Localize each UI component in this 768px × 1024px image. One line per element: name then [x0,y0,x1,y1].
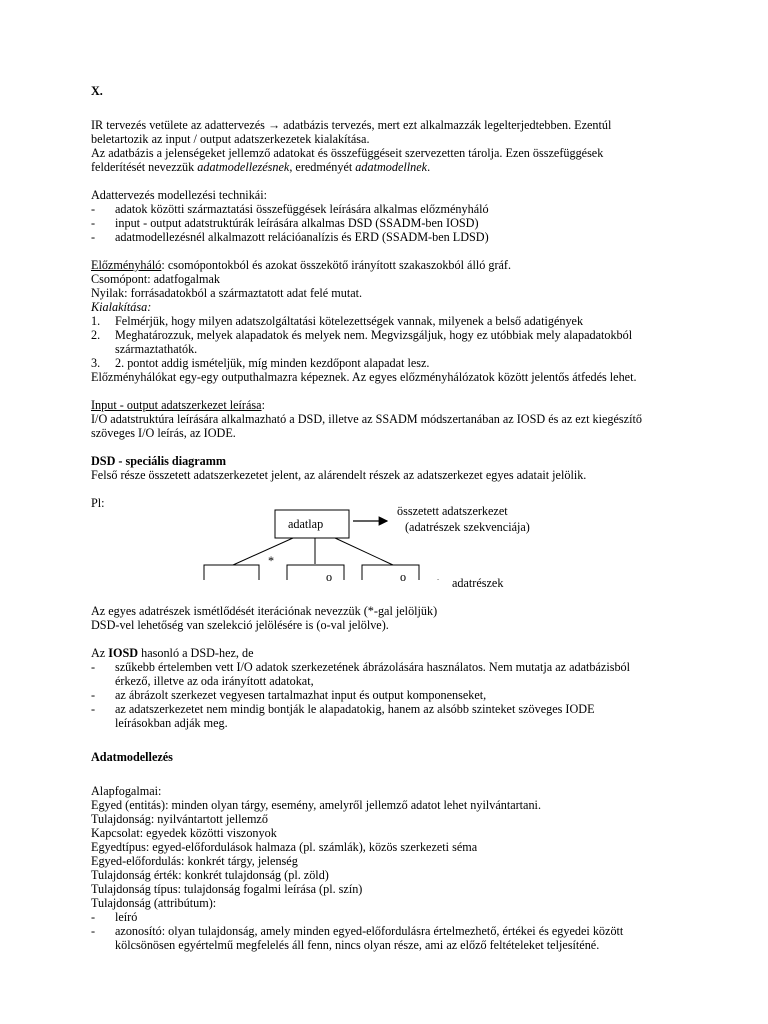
datamodel-basics: Alapfogalmai: [91,784,162,798]
io-line: I/O adatstruktúra leírására alkalmazható a DSD, illetve az SSADM módszertanában az IOSD és az ezt kiegészítő [91,412,642,426]
list-item: - azonosító: olyan tulajdonság, amely minden egyed-előfordulásra értelmezhető, értékei és egyedei között [91,924,624,938]
diagram-pl: Pl: [91,496,105,510]
prereq-definition: Előzményháló: csomópontokból és azokat összekötő irányított szakaszokból álló gráf. [91,258,512,272]
list-item: - szűkebb értelemben vett I/O adatok szerkezetének ábrázolására használatos. Nem mutatja az adatbázisból [91,660,631,674]
list-item-cont: érkező, illetve az oda irányított adatokat, [115,674,314,688]
datamodel-line: Egyed-előfordulás: konkrét tárgy, jelenség [91,854,298,868]
datamodel-line: Egyedtípus: egyed-előfordulások halmaza (pl. számlák), közös szerkezeti séma [91,840,478,854]
list-item-cont: kölcsönösen egyértelmű megfelelés áll fenn, nincs olyan része, ami az előző feltételeket teljesíténé. [115,938,600,952]
dsd-note: DSD-vel lehetőség van szelekció jelölésére is (o-val jelölve). [91,618,389,632]
child-box-2 [287,565,344,580]
numbered-item: 2. Meghatározzuk, melyek alapadatok és melyek nem. Megvizsgáljuk, hogy ez utóbbiak mely alapadatokból [91,328,633,342]
iosd-heading: Az IOSD hasonló a DSD-hez, de [91,646,254,660]
datamodel-title: Adatmodellezés [91,750,173,764]
datamodel-line: Tulajdonság (attribútum): [91,896,217,910]
list-item: - leíró [91,910,138,924]
list-item: - adatok közötti származtatási összefüggések leírására alkalmas előzményháló [91,202,489,216]
list-item: - az ábrázolt szerkezet vegyesen tartalmazhat input és output komponenseket, [91,688,487,702]
dsd-desc: Felső része összetett adatszerkezetet jelent, az alárendelt részek az adatszerkezet egyes adatait jelölik. [91,468,587,482]
child-box-1 [204,565,259,580]
numbered-item-cont: származtathatók. [115,342,198,356]
datamodel-line: Tulajdonság: nyilvántartott jellemző [91,812,268,826]
term-adatmodell: adatmodellnek [355,160,428,174]
parts-label: adatrészek [452,576,504,590]
techniques-title: Adattervezés modellezési technikái: [91,188,267,202]
connector-left [233,538,293,565]
term-iosd: IOSD [108,646,139,660]
dsd-title: DSD - speciális diagramm [91,454,227,468]
section-heading: X. [91,84,103,98]
dsd-diagram [91,496,691,590]
term-elozmenyhalo: Előzményháló [91,258,162,272]
document-page [91,84,691,952]
composite-label-2: (adatrészek szekvenciája) [405,520,530,534]
prereq-node: Csomópont: adatfogalmak [91,272,220,286]
child-box-3 [362,565,419,580]
intro-line: IR tervezés vetülete az adattervezés → adatbázis tervezés, mert ezt alkalmazzák legelterjedtebben. Ezentúl [91,118,612,132]
term-adatmodellezes: adatmodellezésnek [197,160,290,174]
list-item: - input - output adatstruktúrák leírására alkalmas DSD (SSADM-ben IOSD) [91,216,479,230]
datamodel-line: Tulajdonság érték: konkrét tulajdonság (pl. zöld) [91,868,329,882]
datamodel-line: Egyed (entitás): minden olyan tárgy, esemény, amelyről jellemző adatot lehet nyilvántartani. [91,798,541,812]
dsd-diagram-graphic [91,496,691,580]
iteration-star: * [268,554,275,568]
prereq-build: Kialakítása: [91,300,152,314]
selection-o-1: o [326,570,333,584]
intro-line: Az adatbázis a jelenségeket jellemző adatokat és összefüggéseit szervezetten tárolja. Ezen összefüggések [91,146,604,160]
prereq-arrows: Nyilak: forrásadatokból a származtatott adat felé mutat. [91,286,363,300]
list-item: - adatmodellezésnél alkalmazott relációanalízis és ERD (SSADM-ben LDSD) [91,230,489,244]
connector-right [335,538,393,565]
datamodel-line: Kapcsolat: egyedek közötti viszonyok [91,826,277,840]
prereq-note: Előzményhálókat egy-egy outputhalmazra képeznek. Az egyes előzményhálózatok között jelentős átfedés lehet. [91,370,637,384]
io-line: szöveges I/O leírás, az IODE. [91,426,236,440]
intro-line: felderítését nevezzük adatmodellezésnek, eredményét adatmodellnek. [91,160,431,174]
numbered-item: 1. Felmérjük, hogy milyen adatszolgáltatási kötelezettségek vannak, milyenek a belső adatigények [91,314,584,328]
intro-line: beletartozik az input / output adatszerkezetek kialakítása. [91,132,370,146]
numbered-item: 3. 2. pontot addig ismételjük, míg minden kezdőpont alapadat lesz. [91,356,430,370]
io-heading: Input - output adatszerkezet leírása: [91,398,265,412]
composite-label-1: összetett adatszerkezet [397,504,508,518]
top-box-label: adatlap [288,517,324,531]
datamodel-line: Tulajdonság típus: tulajdonság fogalmi leírása (pl. szín) [91,882,363,896]
list-item-cont: leírásokban adják meg. [115,716,228,730]
list-item: - az adatszerkezetet nem mindig bontják le alapadatokig, hanem az alsóbb szinteket szöveges IODE [91,702,595,716]
selection-o-2: o [400,570,407,584]
dsd-note: Az egyes adatrészek ismétlődését iterációnak nevezzük (*-gal jelöljük) [91,604,438,618]
